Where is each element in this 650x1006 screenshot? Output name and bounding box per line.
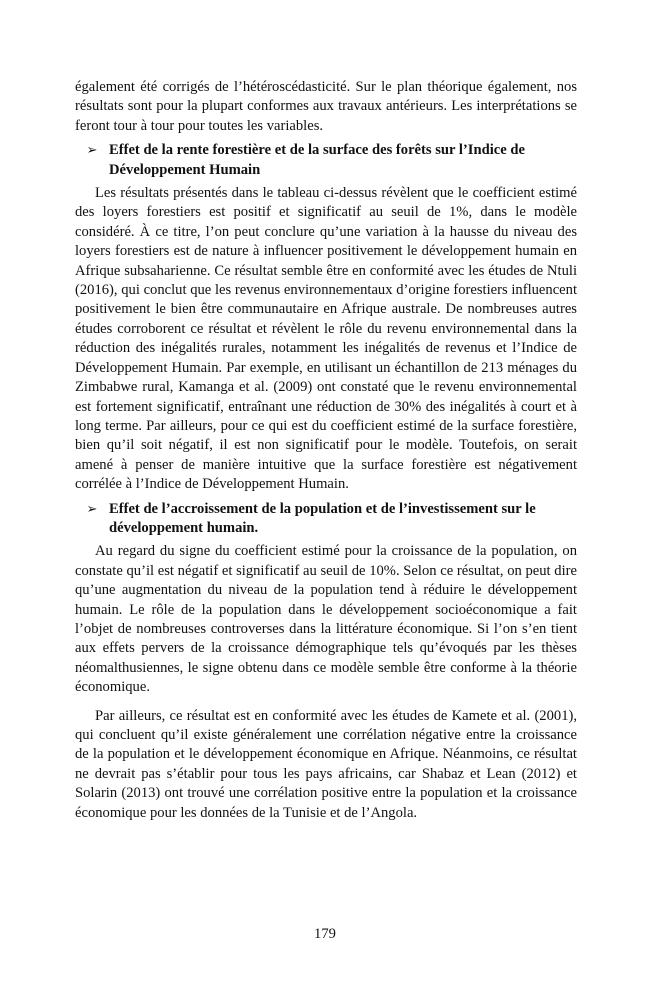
- paragraph-forest: Les résultats présentés dans le tableau ci-dessus révèlent que le coefficient estimé des loyers forestiers est positif et significatif au seuil de 1%, dans le modèle considéré. À ce titre, l’on peut conclure qu’une variation à la hausse du niveau des loyers forestiers est de nature à influencer positivement le développement humain en Afrique subsaharienne. Ce résultat semble être en conformité avec les études de Ntuli (2016), qui conclut que les revenus environnementaux d’origine forestiers influencent positivement le bien être communautaire en Afrique australe. De nombreuses autres études corroborent ce résultat et révèlent le rôle du revenu environnemental dans la réduction des inégalités rurales, notamment les inégalités de revenus et l’Indice de Développement Humain. Par exemple, en utilisant un échantillon de 213 ménages du Zimbabwe rural, Kamanga et al. (2009) ont constaté que le revenu environnemental est fortement significatif, entraînant une réduction de 30% des inégalités à court et à long terme. Par ailleurs, pour ce qui est du coefficient estimé de la surface forestière, bien qu’il soit négatif, il est non significatif pour le modèle. Toutefois, on serait amené à penser de manière intuitive que la surface forestière est négativement corrélée à l’Indice de Développement Humain.: [75, 185, 577, 493]
- arrow-bullet-icon: ➢: [86, 143, 98, 159]
- paragraph-intro: également été corrigés de l’hétéroscédasticité. Sur le plan théorique également, nos résultats sont pour la plupart conformes aux travaux antérieurs. Les interprétations se feront tour à tour pour toutes les variables.: [75, 79, 577, 134]
- paragraph-population-1: Au regard du signe du coefficient estimé pour la croissance de la population, on constate qu’il est négatif et significatif au seuil de 10%. Selon ce résultat, on peut dire qu’une augmentation du niveau de la population tend à réduire le développement humain. Le rôle de la population dans le développement socioéconomique a fait l’objet de nombreuses controverses dans la littérature économique. Si l’on s’en tient aux effets pervers de la croissance démographique tels qu’évoqués par les thèses néomalthusiennes, le signe obtenu dans ce modèle semble être conforme à la théorie économique.: [75, 543, 577, 696]
- arrow-bullet-icon: ➢: [86, 501, 98, 517]
- page-number: 179: [314, 926, 336, 942]
- section-heading-population: [75, 500, 577, 539]
- page-body: [75, 78, 577, 823]
- paragraph-gap: [75, 698, 577, 707]
- paragraph-population-2: Par ailleurs, ce résultat est en conformité avec les études de Kamete et al. (2001), qui concluent qu’il existe généralement une corrélation négative entre la croissance de la population et le développement économique en Afrique. Néanmoins, ce résultat ne devrait pas s’établir pour tous les pays africains, car Shabaz et Lean (2012) et Solarin (2013) ont trouvé une corrélation positive entre la population et la croissance économique pour les données de la Tunisie et de l’Angola.: [75, 707, 577, 821]
- section-title-population: Effet de l’accroissement de la population et de l’investissement sur le développement humain.: [109, 500, 536, 536]
- section-heading-forest: [75, 141, 577, 180]
- section-title-forest: Effet de la rente forestière et de la surface des forêts sur l’Indice de Développement Humain: [109, 142, 525, 178]
